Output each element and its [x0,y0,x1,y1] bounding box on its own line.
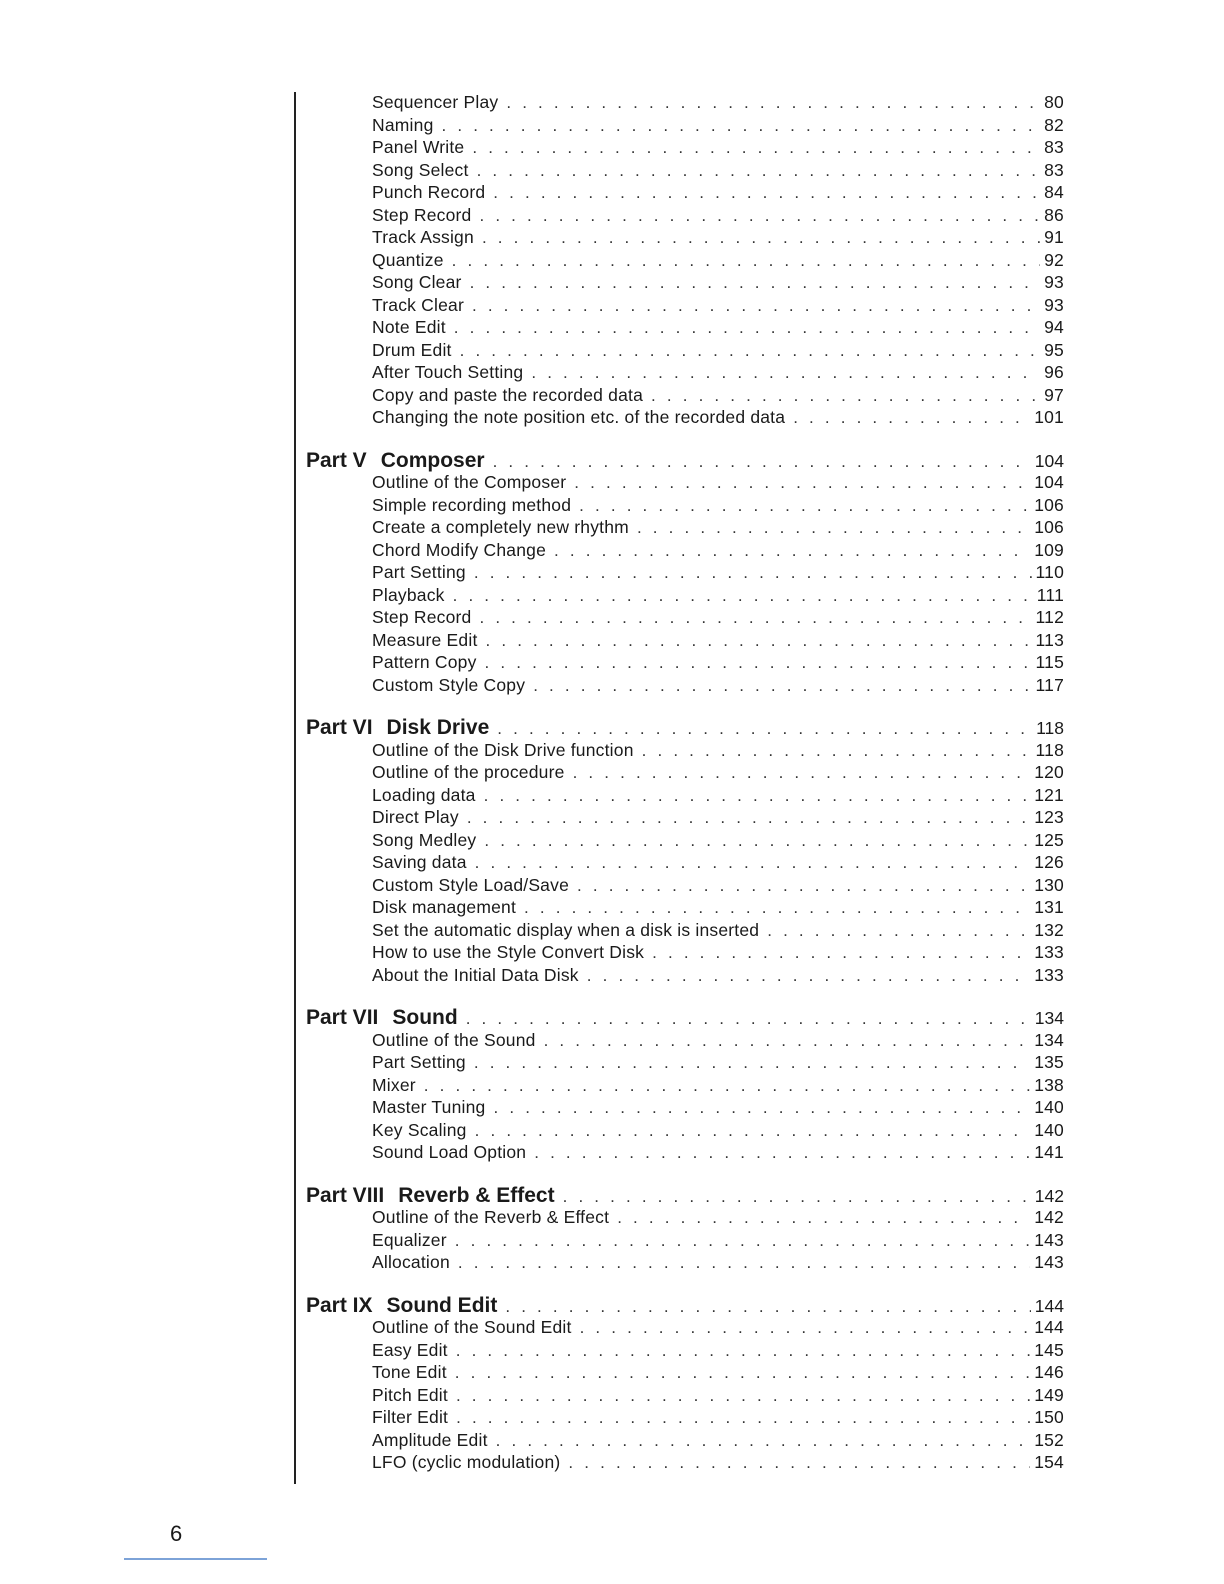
dot-leader [468,296,1040,316]
entry-page: 86 [1044,204,1064,225]
toc-entry[interactable] [306,607,1064,630]
dot-leader [478,228,1040,248]
entry-page: 83 [1044,137,1064,157]
dot-leader [420,1076,1030,1096]
entry-page: 110 [1035,562,1064,582]
entry-label: Measure Edit [372,629,478,650]
entry-page: 106 [1034,494,1064,515]
entry-page: 83 [1044,159,1064,180]
toc-entry[interactable] [306,920,1064,943]
toc-entry[interactable] [306,630,1064,653]
dot-leader [468,138,1040,158]
toc-entry[interactable] [306,675,1064,698]
part-title: Sound Edit [386,1293,498,1317]
dot-leader [490,1098,1031,1118]
toc-entry[interactable] [306,1452,1064,1475]
entry-label: Note Edit [372,317,446,337]
part-heading-vii[interactable] [306,1006,1064,1030]
entry-label: Outline of the Disk Drive function [372,739,634,760]
dot-leader [502,93,1040,113]
dot-leader [489,452,1031,472]
entry-page: 113 [1035,629,1064,650]
entry-label: Song Select [372,159,469,180]
toc-entry[interactable] [306,472,1064,495]
entry-page: 146 [1034,1362,1064,1382]
entry-page: 140 [1034,1097,1064,1117]
dot-leader [527,363,1040,383]
part-title: Disk Drive [386,716,490,739]
part-number: Part VI [306,716,373,739]
toc-entry[interactable] [306,1075,1064,1098]
entry-label: Filter Edit [372,1407,449,1427]
entry-page: 131 [1034,897,1064,917]
entry-page: 134 [1034,1029,1064,1050]
part-page: 118 [1036,718,1064,738]
entry-label: How to use the Style Convert Disk [372,942,645,962]
toc-entry[interactable] [306,562,1064,585]
dot-leader [452,1341,1030,1361]
toc-entry[interactable] [306,852,1064,875]
entry-label: Custom Style Copy [372,674,526,695]
toc-entry[interactable] [306,585,1064,608]
dot-leader [570,473,1030,493]
entry-page: 112 [1035,607,1064,627]
toc-entry[interactable] [306,1252,1064,1275]
part-heading-vi[interactable] [306,716,1064,740]
toc-entry[interactable] [306,785,1064,808]
entry-page: 123 [1034,807,1064,827]
entry-page: 101 [1034,407,1064,427]
entry-page: 140 [1034,1119,1064,1140]
entry-page: 141 [1034,1142,1064,1162]
dot-leader [449,586,1033,606]
dot-leader [475,206,1040,226]
part-page: 134 [1034,1008,1064,1028]
toc-entry[interactable] [306,540,1064,563]
dot-leader [529,676,1031,696]
entry-label: Custom Style Load/Save [372,874,570,895]
entry-label: Loading data [372,784,476,805]
entry-page: 118 [1035,739,1064,760]
entry-page: 130 [1034,874,1064,895]
entry-page: 154 [1034,1452,1064,1472]
entry-label: Track Clear [372,294,464,315]
dot-leader [583,966,1030,986]
entry-label: Equalizer [372,1229,447,1250]
footer-rule [124,1558,267,1560]
entry-label: After Touch Setting [372,362,524,382]
entry-page: 97 [1044,384,1064,405]
entry-label: Changing the note position etc. of the recorded data [372,407,786,427]
toc-entry[interactable] [306,407,1064,430]
entry-page: 120 [1034,762,1064,782]
toc-entry[interactable] [306,1230,1064,1253]
dot-leader [573,876,1030,896]
dot-leader [450,318,1040,338]
entry-page: 144 [1034,1317,1064,1337]
dot-leader [613,1208,1030,1228]
toc-entry[interactable] [306,227,1064,250]
entry-label: Outline of the Composer [372,472,567,492]
toc-entry[interactable] [306,1120,1064,1143]
dot-leader [470,563,1032,583]
part-number: Part IX [306,1293,373,1317]
part-page: 144 [1034,1295,1064,1316]
entry-page: 91 [1044,227,1064,247]
entry-label: Create a completely new rhythm [372,517,629,537]
entry-label: Sound Load Option [372,1142,527,1162]
entry-label: Step Record [372,607,472,627]
toc-entry[interactable] [306,1340,1064,1363]
toc-entry[interactable] [306,205,1064,228]
dot-leader [470,1053,1030,1073]
entry-label: Outline of the Sound Edit [372,1317,572,1337]
toc-entry[interactable] [306,495,1064,518]
entry-label: Track Assign [372,227,474,247]
entry-label: Pitch Edit [372,1384,448,1405]
entry-label: Copy and paste the recorded data [372,384,644,405]
dot-leader [647,386,1040,406]
part-number: Part V [306,448,367,472]
toc-entry[interactable] [306,965,1064,988]
toc-entry[interactable] [306,1030,1064,1053]
toc-entry[interactable] [306,1207,1064,1230]
entry-page: 93 [1044,294,1064,315]
toc-entry[interactable] [306,875,1064,898]
toc-entry[interactable] [306,295,1064,318]
entry-page: 143 [1034,1229,1064,1250]
toc-entry[interactable] [306,92,1064,115]
entry-page: 145 [1034,1339,1064,1360]
entry-page: 82 [1044,114,1064,135]
entry-page: 125 [1034,829,1064,850]
entry-page: 93 [1044,272,1064,292]
dot-leader [451,1231,1030,1251]
entry-page: 115 [1035,652,1064,672]
toc-entry[interactable] [306,115,1064,138]
entry-page: 142 [1034,1207,1064,1227]
entry-page: 94 [1044,317,1064,337]
dot-leader [569,763,1031,783]
entry-label: Pattern Copy [372,652,477,672]
entry-label: About the Initial Data Disk [372,964,579,985]
dot-leader [473,161,1041,181]
dot-leader [492,1431,1031,1451]
part-number: Part VIII [306,1183,385,1207]
dot-leader [559,1187,1031,1207]
toc-entry[interactable] [306,362,1064,385]
toc-entry[interactable] [306,137,1064,160]
entry-label: Direct Play [372,807,459,827]
dot-leader [520,898,1030,918]
toc-entry[interactable] [306,1385,1064,1408]
dot-leader [501,1297,1030,1317]
entry-label: Simple recording method [372,494,572,515]
entry-label: Master Tuning [372,1097,486,1117]
dot-leader [452,1386,1030,1406]
entry-label: Quantize [372,249,444,270]
part-title: Reverb & Effect [398,1183,555,1207]
dot-leader [471,853,1031,873]
entry-page: 135 [1034,1052,1064,1072]
entry-label: Naming [372,114,434,135]
part-page: 104 [1034,450,1064,471]
part-number: Part VII [306,1006,379,1029]
toc-entry[interactable] [306,740,1064,763]
entry-page: 111 [1036,584,1064,605]
toc-entry[interactable] [306,1097,1064,1120]
dot-leader [482,631,1032,651]
entry-page: 149 [1034,1384,1064,1405]
entry-page: 143 [1034,1252,1064,1272]
toc-entry[interactable] [306,1317,1064,1340]
entry-page: 117 [1035,674,1064,695]
toc-entry[interactable] [306,1052,1064,1075]
toc-entry[interactable] [306,385,1064,408]
entry-label: Drum Edit [372,339,452,360]
toc-entry[interactable] [306,517,1064,540]
entry-page: 126 [1034,852,1064,872]
entry-label: Key Scaling [372,1119,467,1140]
dot-leader [480,831,1030,851]
dot-leader [481,653,1032,673]
continuation-entries [306,92,1064,430]
part-heading-v[interactable] [306,449,1064,473]
entry-label: LFO (cyclic modulation) [372,1452,561,1472]
dot-leader [575,496,1030,516]
toc-entry[interactable] [306,942,1064,965]
entry-label: Punch Record [372,182,486,202]
part-heading-viii[interactable] [306,1184,1064,1208]
entry-label: Set the automatic display when a disk is inserted [372,919,760,940]
entry-label: Chord Modify Change [372,539,547,560]
toc-entry[interactable] [306,807,1064,830]
entry-page: 84 [1044,182,1064,202]
part-title: Sound [392,1006,458,1029]
entry-label: Tone Edit [372,1362,447,1382]
entry-page: 95 [1044,339,1064,360]
entry-label: Easy Edit [372,1339,448,1360]
dot-leader [763,921,1030,941]
entry-page: 80 [1044,92,1064,112]
dot-leader [475,608,1031,628]
entry-page: 104 [1034,472,1064,492]
entry-label: Allocation [372,1252,450,1272]
toc-entry[interactable] [306,1362,1064,1385]
dot-leader [789,408,1030,428]
entry-label: Step Record [372,204,472,225]
entry-page: 138 [1034,1074,1064,1095]
entry-label: Saving data [372,852,467,872]
dot-leader [550,541,1030,561]
entry-label: Outline of the Reverb & Effect [372,1207,610,1227]
toc-entry[interactable] [306,340,1064,363]
entry-label: Outline of the Sound [372,1029,536,1050]
dot-leader [540,1031,1031,1051]
entry-label: Sequencer Play [372,92,499,112]
toc-entry[interactable] [306,830,1064,853]
toc-entry[interactable] [306,1142,1064,1165]
entry-label: Song Clear [372,272,462,292]
entry-page: 133 [1034,964,1064,985]
entry-page: 121 [1034,784,1064,805]
entry-page: 150 [1034,1407,1064,1427]
page-number: 6 [170,1521,183,1546]
toc-entry[interactable] [306,317,1064,340]
dot-leader [648,943,1030,963]
part-heading-ix[interactable] [306,1294,1064,1318]
entry-label: Amplitude Edit [372,1429,488,1450]
table-of-contents [306,92,1064,1475]
entry-page: 132 [1034,919,1064,940]
dot-leader [451,1363,1030,1383]
dot-leader [633,518,1030,538]
dot-leader [466,273,1041,293]
dot-leader [638,741,1032,761]
dot-leader [530,1143,1030,1163]
toc-entry[interactable] [306,762,1064,785]
dot-leader [564,1453,1030,1473]
entry-label: Playback [372,584,445,605]
entry-page: 92 [1044,249,1064,270]
dot-leader [471,1121,1031,1141]
entry-page: 109 [1034,539,1064,560]
dot-leader [452,1408,1030,1428]
entry-label: Part Setting [372,1052,466,1072]
entry-label: Panel Write [372,137,465,157]
entry-label: Outline of the procedure [372,762,565,782]
entry-page: 96 [1044,362,1064,382]
dot-leader [438,116,1041,136]
entry-page: 133 [1034,942,1064,962]
left-margin-rule [294,92,296,1484]
toc-entry[interactable] [306,1430,1064,1453]
dot-leader [489,183,1040,203]
dot-leader [480,786,1031,806]
toc-entry[interactable] [306,897,1064,920]
dot-leader [456,341,1041,361]
entry-page: 152 [1034,1429,1064,1450]
part-title: Composer [380,448,485,472]
entry-page: 106 [1034,517,1064,537]
entry-label: Part Setting [372,562,466,582]
toc-entry[interactable] [306,272,1064,295]
dot-leader [463,808,1030,828]
part-page: 142 [1034,1185,1064,1206]
entry-label: Mixer [372,1074,416,1095]
dot-leader [576,1318,1031,1338]
toc-entry[interactable] [306,250,1064,273]
dot-leader [454,1253,1030,1273]
entry-label: Song Medley [372,829,477,850]
entry-label: Disk management [372,897,517,917]
toc-entry[interactable] [306,1407,1064,1430]
toc-entry[interactable] [306,182,1064,205]
toc-entry[interactable] [306,160,1064,183]
dot-leader [448,251,1040,271]
dot-leader [493,719,1032,739]
toc-entry[interactable] [306,652,1064,675]
dot-leader [462,1009,1031,1029]
